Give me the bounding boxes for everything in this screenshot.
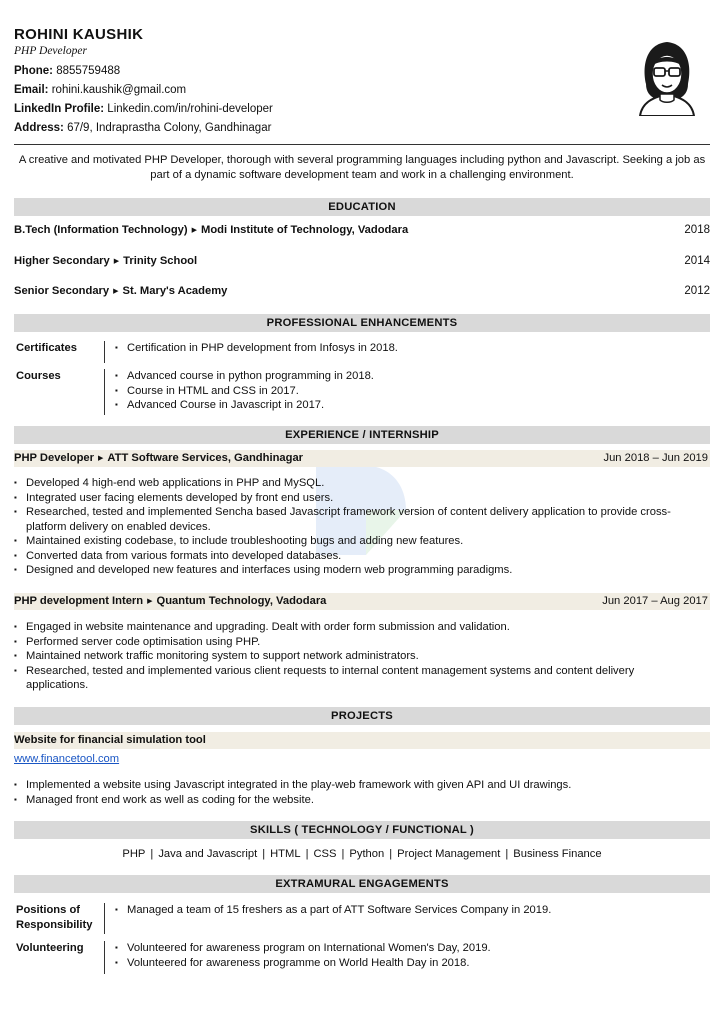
job-dates: Jun 2017 – Aug 2017 bbox=[602, 595, 708, 607]
project-header bbox=[14, 732, 710, 749]
list-item: ▪ Advanced course in python programming in 2018. bbox=[115, 369, 374, 384]
skill-item: HTML bbox=[270, 848, 301, 860]
project-name: Website for financial simulation tool bbox=[14, 734, 206, 746]
skill-separator: | bbox=[305, 848, 309, 860]
certificates-block bbox=[14, 341, 710, 363]
skill-item: Python bbox=[349, 848, 385, 860]
courses-label: Courses bbox=[16, 370, 61, 382]
triangle-right-icon: ▶ bbox=[113, 288, 119, 295]
volunteering-list bbox=[115, 941, 491, 970]
positions-content bbox=[104, 903, 551, 934]
education-degree bbox=[14, 224, 408, 236]
education-year: 2012 bbox=[684, 285, 710, 297]
job-role: PHP Developer bbox=[14, 452, 95, 464]
education-row bbox=[14, 284, 710, 299]
linkedin-line bbox=[14, 100, 574, 119]
volunteering-block bbox=[14, 941, 710, 974]
extramural-section-title: EXTRAMURAL ENGAGEMENTS bbox=[14, 875, 710, 893]
skill-separator: | bbox=[505, 848, 509, 860]
address-value: 67/9, Indraprastha Colony, Gandhinagar bbox=[67, 122, 272, 134]
list-item: ▪ Course in HTML and CSS in 2017. bbox=[115, 384, 374, 399]
projects-section-title: PROJECTS bbox=[14, 707, 710, 725]
courses-content bbox=[104, 369, 374, 415]
project-bullets bbox=[14, 778, 694, 807]
linkedin-value[interactable]: Linkedin.com/in/rohini-developer bbox=[107, 103, 273, 115]
job-header bbox=[14, 450, 710, 467]
triangle-right-icon: ▶ bbox=[113, 258, 120, 265]
address-label: Address: bbox=[14, 122, 64, 134]
email-value[interactable]: rohini.kaushik@gmail.com bbox=[51, 84, 187, 96]
list-item: ▪ Designed and developed new features and interfaces using modern web programming paradigms. bbox=[14, 563, 694, 578]
positions-block bbox=[14, 903, 710, 934]
courses-list bbox=[115, 369, 374, 413]
education-section-title: EDUCATION bbox=[14, 198, 710, 216]
header-divider bbox=[14, 144, 710, 145]
education-row bbox=[14, 254, 710, 269]
list-item: ▪ Performed server code optimisation using PHP. bbox=[14, 635, 694, 650]
list-item: ▪ Researched, tested and implemented various client requests to internal content management systems and content delivery applications. bbox=[14, 664, 694, 693]
list-item: ▪ Volunteered for awareness programme on World Health Day in 2018. bbox=[115, 956, 491, 971]
skill-item: CSS bbox=[313, 848, 337, 860]
skill-separator: | bbox=[341, 848, 345, 860]
phone-value: 8855759488 bbox=[56, 65, 121, 77]
education-row bbox=[14, 223, 710, 238]
degree-name: Higher Secondary bbox=[14, 255, 110, 267]
skill-separator: | bbox=[262, 848, 266, 860]
profile-summary: A creative and motivated PHP Developer, thorough with several programming languages including python and Javascript. Seeking a job as part of a dynamic software development team and work in a challenging environment. bbox=[18, 154, 706, 181]
triangle-right-icon: ▶ bbox=[147, 598, 153, 605]
skill-item: PHP bbox=[122, 848, 146, 860]
list-item: ▪ Researched, tested and implemented Sencha based Javascript framework version of content delivery application to provide cross-platform delivery on enabled devices. bbox=[14, 505, 694, 534]
education-degree bbox=[14, 255, 197, 267]
phone-line bbox=[14, 62, 574, 81]
list-item: ▪ Advanced Course in Javascript in 2017. bbox=[115, 398, 374, 413]
certificates-label: Certificates bbox=[16, 342, 77, 354]
list-item: ▪ Managed front end work as well as coding for the website. bbox=[14, 793, 694, 808]
list-item: ▪ Developed 4 high-end web applications in PHP and MySQL. bbox=[14, 476, 694, 491]
school-name: Trinity School bbox=[123, 255, 198, 267]
experience-section-title: EXPERIENCE / INTERNSHIP bbox=[14, 426, 710, 444]
skills-section-title: SKILLS ( TECHNOLOGY / FUNCTIONAL ) bbox=[14, 821, 710, 839]
candidate-role: PHP Developer bbox=[14, 45, 87, 57]
job-company: Quantum Technology, Vadodara bbox=[156, 595, 327, 607]
candidate-name: ROHINI KAUSHIK bbox=[14, 26, 144, 43]
email-line bbox=[14, 81, 574, 100]
volunteering-label: Volunteering bbox=[16, 942, 84, 954]
job-bullets bbox=[14, 476, 694, 578]
degree-name: Senior Secondary bbox=[14, 285, 110, 297]
list-item: ▪ Engaged in website maintenance and upgrading. Dealt with order form submission and validation. bbox=[14, 620, 694, 635]
list-item: ▪ Implemented a website using Javascript integrated in the play-web framework with given API and UI drawings. bbox=[14, 778, 694, 793]
education-degree bbox=[14, 285, 227, 297]
job-bullets bbox=[14, 620, 694, 693]
skill-item: Java and Javascript bbox=[158, 848, 258, 860]
skill-separator: | bbox=[150, 848, 154, 860]
school-name: Modi Institute of Technology, Vadodara bbox=[201, 224, 409, 236]
email-label: Email: bbox=[14, 84, 49, 96]
education-year: 2018 bbox=[684, 224, 710, 236]
enhancements-section-title: PROFESSIONAL ENHANCEMENTS bbox=[14, 314, 710, 332]
job-company: ATT Software Services, Gandhinagar bbox=[107, 452, 304, 464]
courses-block bbox=[14, 369, 710, 415]
certificates-list bbox=[115, 341, 398, 356]
positions-list bbox=[115, 903, 551, 918]
list-item: ▪ Maintained existing codebase, to include troubleshooting bugs and adding new features. bbox=[14, 534, 694, 549]
positions-label bbox=[16, 903, 102, 933]
positions-label-line: Positions of bbox=[16, 904, 81, 916]
linkedin-label: LinkedIn Profile: bbox=[14, 103, 105, 115]
job-role: PHP development Intern bbox=[14, 595, 144, 607]
skill-item: Project Management bbox=[397, 848, 501, 860]
job-header bbox=[14, 593, 710, 610]
skill-item: Business Finance bbox=[513, 848, 602, 860]
triangle-right-icon: ▶ bbox=[191, 227, 197, 234]
list-item: ▪ Integrated user facing elements developed by front end users. bbox=[14, 491, 694, 506]
job-title bbox=[14, 595, 326, 607]
resume-header bbox=[14, 26, 574, 138]
school-name: St. Mary's Academy bbox=[122, 285, 228, 297]
skills-list bbox=[14, 847, 710, 862]
job-title bbox=[14, 452, 303, 464]
positions-label-line: Responsibility bbox=[16, 919, 93, 931]
job-dates: Jun 2018 – Jun 2019 bbox=[603, 452, 708, 464]
skill-separator: | bbox=[389, 848, 393, 860]
list-item: ▪ Converted data from various formats into developed databases. bbox=[14, 549, 694, 564]
phone-label: Phone: bbox=[14, 65, 53, 77]
certificates-content bbox=[104, 341, 398, 363]
woman-avatar-icon bbox=[636, 36, 698, 116]
list-item: ▪ Maintained network traffic monitoring system to support network administrators. bbox=[14, 649, 694, 664]
list-item: ▪ Volunteered for awareness program on International Women's Day, 2019. bbox=[115, 941, 491, 956]
list-item: ▪ Managed a team of 15 freshers as a part of ATT Software Services Company in 2019. bbox=[115, 903, 551, 918]
project-link[interactable]: www.financetool.com bbox=[14, 753, 120, 765]
triangle-right-icon: ▶ bbox=[98, 455, 104, 462]
degree-name: B.Tech (Information Technology) bbox=[14, 224, 188, 236]
address-line bbox=[14, 119, 574, 138]
education-year: 2014 bbox=[684, 255, 710, 267]
list-item: ▪ Certification in PHP development from Infosys in 2018. bbox=[115, 341, 398, 356]
volunteering-content bbox=[104, 941, 491, 974]
